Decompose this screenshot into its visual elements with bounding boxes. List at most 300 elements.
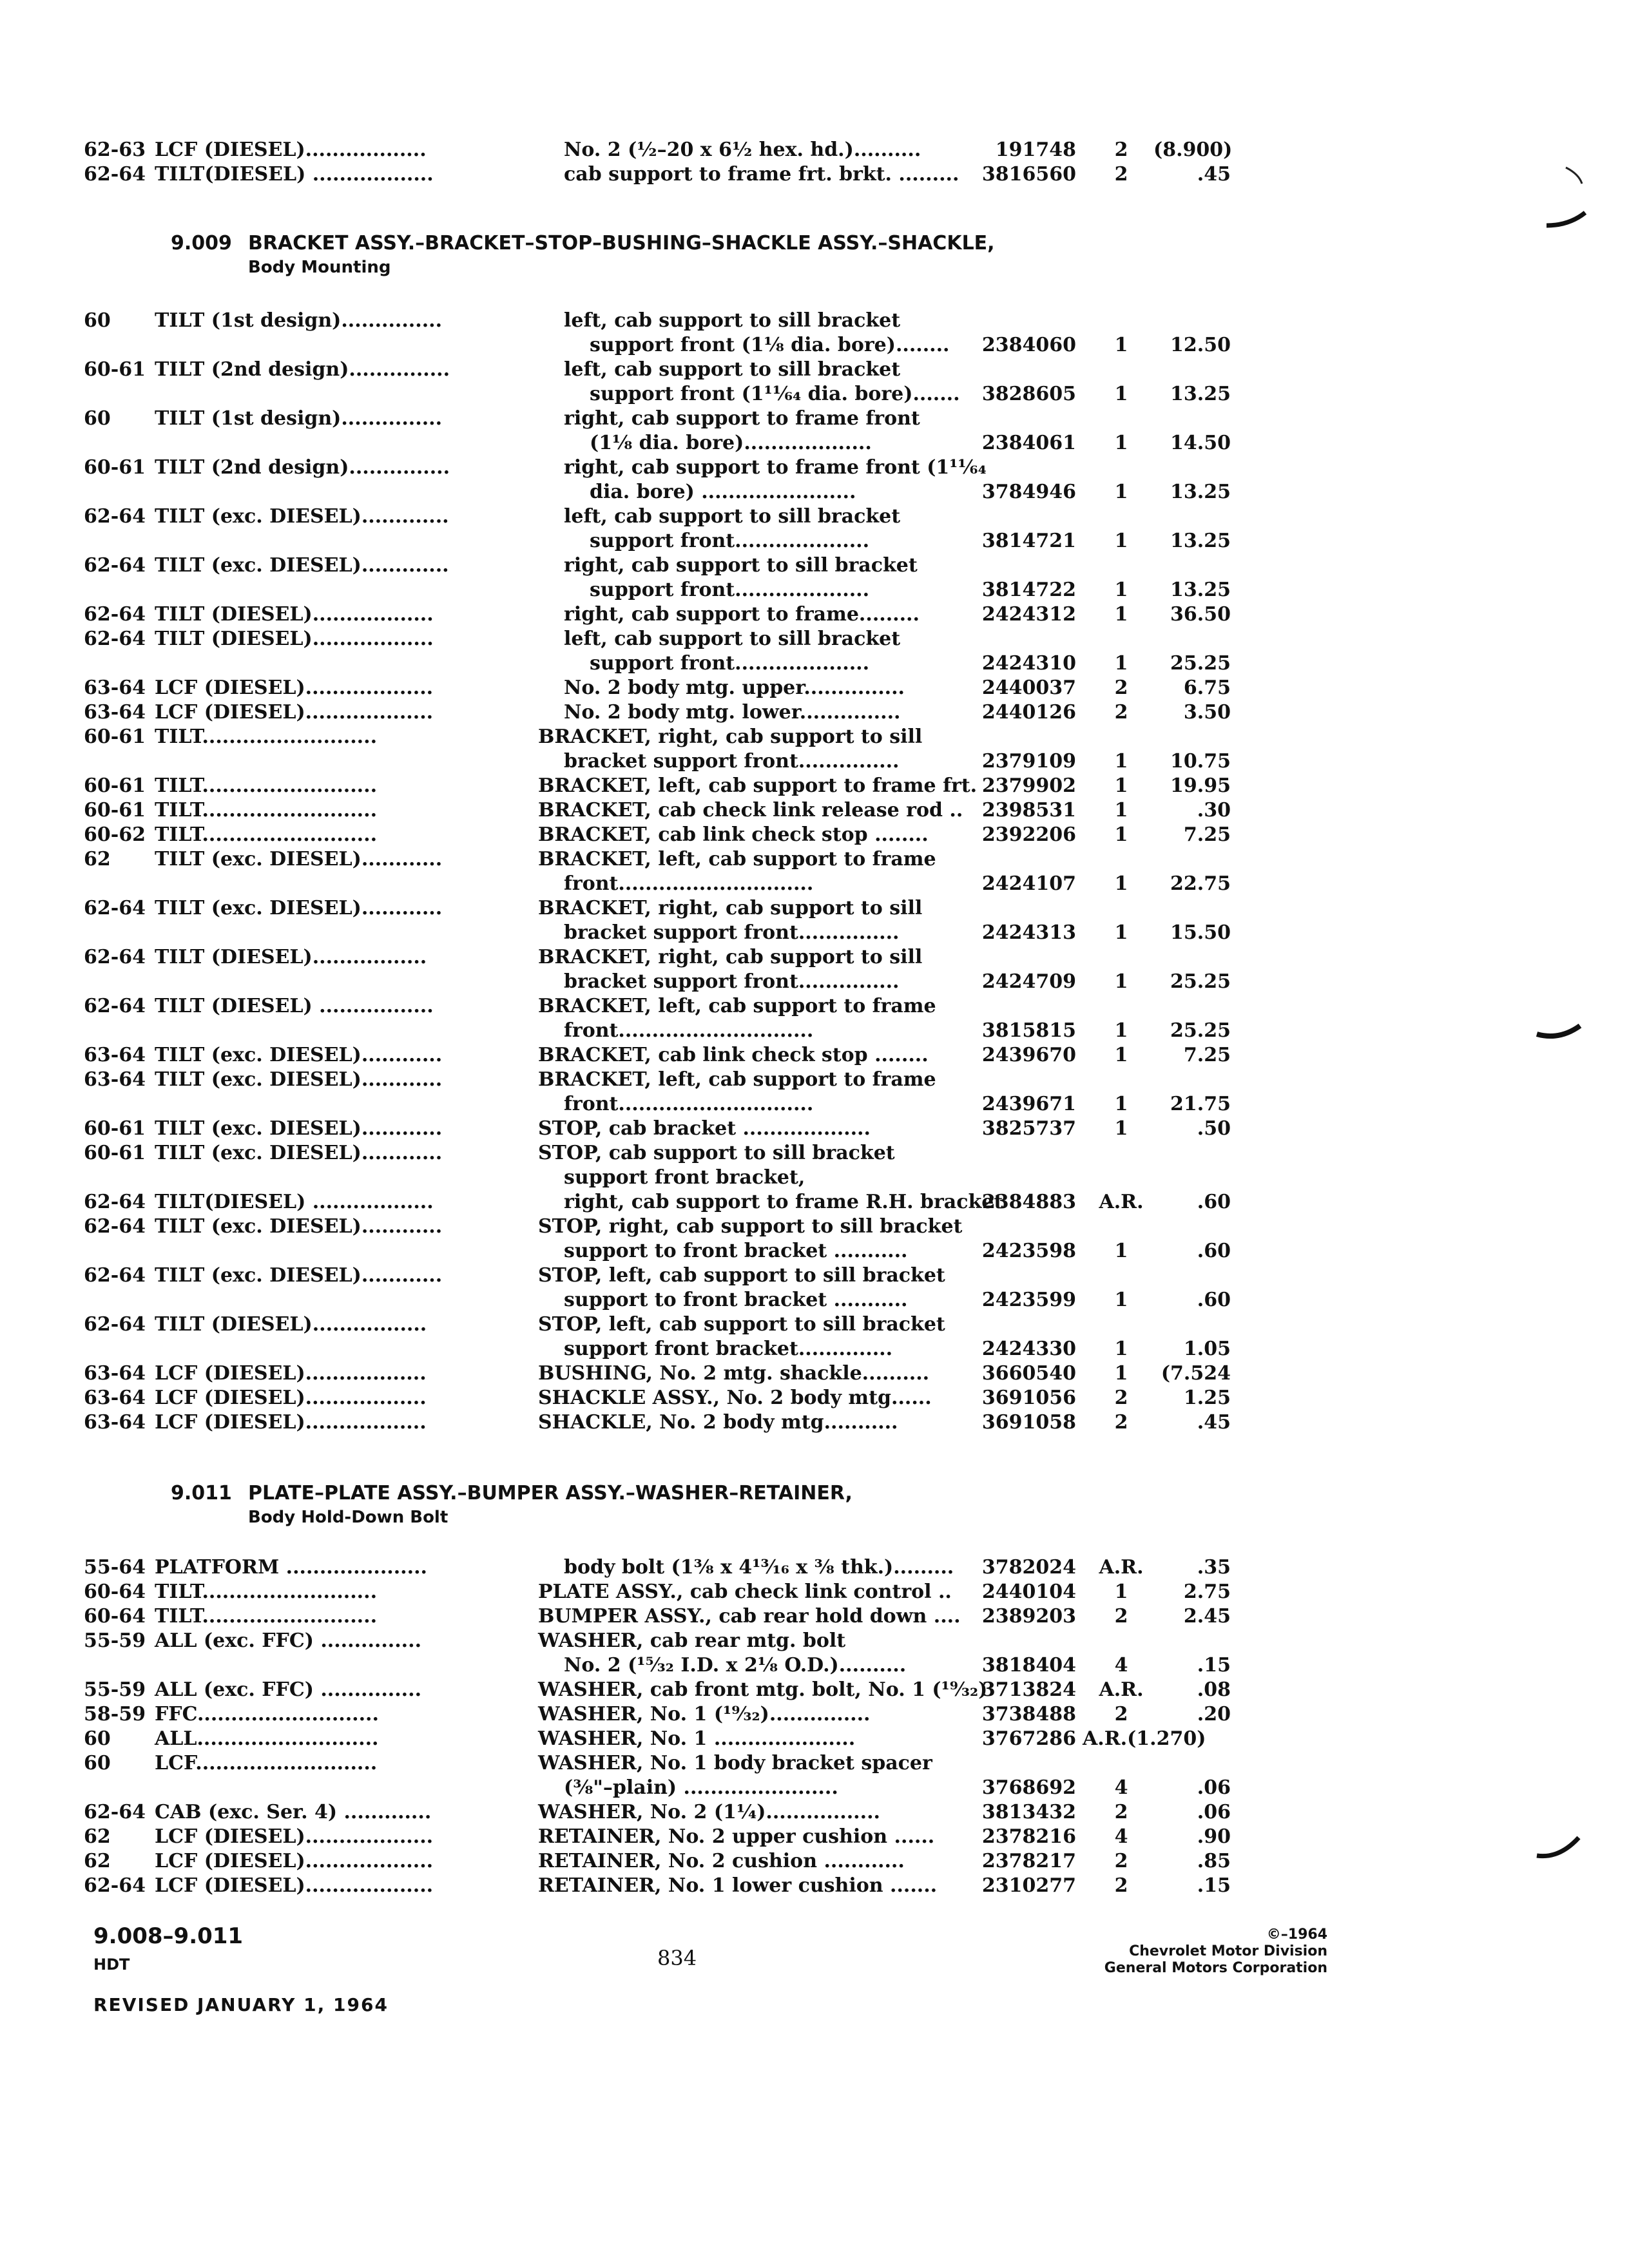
description: left, cab support to sill bracket (564, 628, 901, 650)
year-range: 62-64 (84, 1313, 146, 1336)
price: .35 (1197, 1556, 1231, 1579)
part-number: 2424330 (981, 1338, 1076, 1360)
model: LCF (DIESEL).................. (155, 1387, 427, 1409)
description: BUMPER ASSY., cab rear hold down .... (538, 1605, 961, 1628)
description-continued: support front bracket, (564, 1166, 805, 1189)
part-number: 2392206 (981, 823, 1076, 846)
year-range: 62-64 (84, 897, 146, 919)
model: TILT (exc. DIESEL)............ (155, 1215, 443, 1238)
description: BRACKET, left, cab support to frame (538, 848, 936, 870)
year-range: 58-59 (84, 1703, 146, 1725)
description: STOP, left, cab support to sill bracket (538, 1313, 945, 1336)
part-number: 2439671 (981, 1093, 1076, 1115)
price: .08 (1197, 1678, 1231, 1701)
table-row (0, 407, 1629, 456)
part-number: 191748 (995, 139, 1076, 161)
table-row (0, 1068, 1629, 1117)
footer-publisher (1031, 1927, 1327, 1977)
model: TILT.......................... (155, 1605, 378, 1628)
description: BRACKET, right, cab support to sill (538, 897, 923, 919)
quantity: A.R. (1099, 1556, 1144, 1579)
year-range: 60-61 (84, 799, 146, 822)
quantity: 1 (1114, 432, 1128, 454)
description-continued: support to front bracket ........... (564, 1240, 908, 1262)
table-row (0, 1850, 1629, 1874)
price: 22.75 (1170, 872, 1231, 895)
part-number: 3818404 (981, 1654, 1076, 1677)
price: 13.25 (1170, 481, 1231, 503)
model: TILT (exc. DIESEL)............ (155, 897, 443, 919)
part-number: 2398531 (981, 799, 1076, 822)
model: TILT (2nd design)............... (155, 358, 450, 381)
description-continued: dia. bore) ....................... (590, 481, 856, 503)
part-number: 2378216 (981, 1825, 1076, 1848)
model: TILT (2nd design)............... (155, 456, 450, 479)
description: right, cab support to frame front (1¹¹⁄₆₄ (564, 456, 987, 479)
description: No. 2 body mtg. lower............... (564, 701, 901, 724)
quantity: 1 (1114, 579, 1128, 601)
description: BRACKET, left, cab support to frame (538, 1068, 936, 1091)
part-number: 3660540 (981, 1362, 1076, 1385)
price: 12.50 (1170, 334, 1231, 356)
description: BRACKET, left, cab support to frame (538, 995, 936, 1017)
section-title (171, 232, 995, 255)
year-range: 60-61 (84, 726, 146, 748)
year-range: 63-64 (84, 677, 146, 699)
price: 13.25 (1170, 579, 1231, 601)
price: .45 (1197, 1411, 1231, 1434)
quantity: 1 (1114, 823, 1128, 846)
binding-hole-mark (1534, 1018, 1585, 1050)
year-range: 60-64 (84, 1605, 146, 1628)
price: 13.25 (1170, 530, 1231, 552)
price: 2.45 (1183, 1605, 1231, 1628)
model: TILT (DIESEL)................. (155, 1313, 427, 1336)
description: WASHER, No. 1 (¹⁹⁄₃₂)............... (538, 1703, 871, 1725)
model: TILT.......................... (155, 823, 378, 846)
description-continued: bracket support front............... (564, 750, 900, 773)
price: .90 (1197, 1825, 1231, 1848)
section-subtitle: Body Hold-Down Bolt (248, 1508, 448, 1527)
price: .85 (1197, 1850, 1231, 1872)
table-row (0, 456, 1629, 505)
year-range: 62-64 (84, 163, 146, 186)
table-row (0, 1142, 1629, 1191)
table-row (0, 1313, 1629, 1362)
price: 6.75 (1183, 677, 1231, 699)
part-number: 2423599 (981, 1289, 1076, 1311)
part-number: 2424313 (981, 921, 1076, 944)
year-range: 60 (84, 1752, 111, 1774)
model: LCF (DIESEL).................. (155, 1362, 427, 1385)
quantity: 1 (1114, 334, 1128, 356)
model: TILT (exc. DIESEL)............ (155, 1117, 443, 1140)
model: LCF (DIESEL)................... (155, 701, 434, 724)
table-row (0, 309, 1629, 358)
model: LCF (DIESEL)................... (155, 1874, 434, 1897)
model: FFC........................... (155, 1703, 379, 1725)
table-row (0, 358, 1629, 407)
footer-section-range: 9.008–9.011 (93, 1923, 244, 1949)
description: STOP, right, cab support to sill bracket (538, 1215, 963, 1238)
section-title (171, 1482, 853, 1504)
quantity: 1 (1114, 750, 1128, 773)
part-number: 3691058 (981, 1411, 1076, 1434)
binding-hole-mark (1540, 161, 1592, 238)
price: .06 (1197, 1776, 1231, 1799)
price: 25.25 (1170, 652, 1231, 675)
model: CAB (exc. Ser. 4) ............. (155, 1801, 432, 1823)
quantity: 1 (1114, 1117, 1128, 1140)
table-row (0, 1044, 1629, 1068)
quantity: 1 (1114, 921, 1128, 944)
model: TILT(DIESEL) .................. (155, 1191, 434, 1213)
price: 1.05 (1183, 1338, 1231, 1360)
footer-code: HDT (93, 1956, 130, 1974)
year-range: 62 (84, 1825, 111, 1848)
model: TILT (DIESEL).................. (155, 628, 434, 650)
description: WASHER, No. 2 (1¼)................. (538, 1801, 880, 1823)
quantity: 1 (1114, 603, 1128, 626)
description: SHACKLE, No. 2 body mtg........... (538, 1411, 898, 1434)
description-continued: bracket support front............... (564, 921, 900, 944)
quantity: A.R.(1.270) (1083, 1727, 1206, 1750)
table-row (0, 139, 1629, 163)
part-number: 2384060 (981, 334, 1076, 356)
model: TILT (exc. DIESEL)............ (155, 1068, 443, 1091)
model: TILT (1st design)............... (155, 309, 443, 332)
section-title-text: BRACKET ASSY.–BRACKET–STOP–BUSHING–SHACKLE ASSY.–SHACKLE, (248, 232, 995, 255)
year-range: 60-61 (84, 1117, 146, 1140)
price: .60 (1197, 1289, 1231, 1311)
part-number: 3691056 (981, 1387, 1076, 1409)
table-row (0, 1387, 1629, 1411)
table-row (0, 1703, 1629, 1727)
year-range: 62-64 (84, 1264, 146, 1287)
year-range: 63-64 (84, 1411, 146, 1434)
model: TILT (exc. DIESEL)............ (155, 1142, 443, 1164)
price: 13.25 (1170, 383, 1231, 405)
table-row (0, 946, 1629, 995)
part-number: 3713824 (981, 1678, 1076, 1701)
quantity: 1 (1114, 1240, 1128, 1262)
model: LCF (DIESEL)................... (155, 1825, 434, 1848)
price: .60 (1197, 1191, 1231, 1213)
price: 3.50 (1183, 701, 1231, 724)
description-continued: (⅜"–plain) ....................... (564, 1776, 838, 1799)
quantity: 1 (1114, 1093, 1128, 1115)
price: 21.75 (1170, 1093, 1231, 1115)
year-range: 63-64 (84, 1068, 146, 1091)
table-row (0, 1362, 1629, 1387)
description-continued: No. 2 (¹⁵⁄₃₂ I.D. x 2⅛ O.D.).......... (564, 1654, 907, 1677)
model: TILT (exc. DIESEL)............ (155, 1264, 443, 1287)
quantity: 2 (1114, 1850, 1128, 1872)
price: .15 (1197, 1654, 1231, 1677)
price: .60 (1197, 1240, 1231, 1262)
part-number: 3784946 (981, 481, 1076, 503)
table-row (0, 554, 1629, 603)
table-row (0, 995, 1629, 1044)
description: WASHER, No. 1 body bracket spacer (538, 1752, 932, 1774)
model: ALL (exc. FFC) ............... (155, 1678, 422, 1701)
quantity: A.R. (1099, 1191, 1144, 1213)
price: 7.25 (1183, 823, 1231, 846)
quantity: 2 (1114, 139, 1128, 161)
year-range: 63-64 (84, 701, 146, 724)
description-continued: support to front bracket ........... (564, 1289, 908, 1311)
table-row (0, 1264, 1629, 1313)
part-number: 2379902 (981, 774, 1076, 797)
table-row (0, 1629, 1629, 1678)
table-row (0, 1117, 1629, 1142)
page-number: 834 (657, 1946, 697, 1970)
year-range: 62 (84, 848, 111, 870)
year-range: 62-64 (84, 628, 146, 650)
part-number: 2378217 (981, 1850, 1076, 1872)
description-continued: front............................. (564, 1093, 814, 1115)
section-number: 9.011 (171, 1482, 232, 1504)
quantity: 1 (1114, 1019, 1128, 1042)
description: BRACKET, right, cab support to sill (538, 946, 923, 968)
part-number: 2439670 (981, 1044, 1076, 1066)
part-number: 2389203 (981, 1605, 1076, 1628)
table-row (0, 1191, 1629, 1215)
price: (7.524 (1161, 1362, 1231, 1385)
copyright-text: ©–1964 (1266, 1927, 1327, 1943)
year-range: 62-64 (84, 1215, 146, 1238)
table-row (0, 163, 1629, 187)
description: left, cab support to sill bracket (564, 309, 901, 332)
model: ALL (exc. FFC) ............... (155, 1629, 422, 1652)
table-row (0, 1411, 1629, 1436)
part-number: 2440037 (981, 677, 1076, 699)
price: 2.75 (1183, 1581, 1231, 1603)
quantity: 2 (1114, 1387, 1128, 1409)
table-row (0, 726, 1629, 774)
description-continued: front............................. (564, 872, 814, 895)
description-continued: support front (1¹¹⁄₆₄ dia. bore)....... (590, 383, 960, 405)
description: No. 2 (½–20 x 6½ hex. hd.).......... (564, 139, 921, 161)
table-row (0, 1678, 1629, 1703)
description: STOP, cab bracket ................... (538, 1117, 871, 1140)
year-range: 55-59 (84, 1629, 146, 1652)
quantity: 1 (1114, 1581, 1128, 1603)
model: LCF........................... (155, 1752, 378, 1774)
year-range: 60 (84, 1727, 111, 1750)
table-row (0, 897, 1629, 946)
year-range: 60-61 (84, 774, 146, 797)
price: 14.50 (1170, 432, 1231, 454)
table-row (0, 1581, 1629, 1605)
year-range: 55-64 (84, 1556, 146, 1579)
part-number: 3814721 (981, 530, 1076, 552)
quantity: 4 (1114, 1776, 1128, 1799)
part-number: 3813432 (981, 1801, 1076, 1823)
table-row (0, 505, 1629, 554)
part-number: 3814722 (981, 579, 1076, 601)
part-number: 3767286 (981, 1727, 1076, 1750)
description: RETAINER, No. 2 cushion ............ (538, 1850, 905, 1872)
corporation-text: General Motors Corporation (1104, 1960, 1327, 1976)
quantity: 4 (1114, 1654, 1128, 1677)
year-range: 62-64 (84, 505, 146, 528)
quantity: 1 (1114, 383, 1128, 405)
quantity: 1 (1114, 1338, 1128, 1360)
year-range: 62-64 (84, 995, 146, 1017)
quantity: 1 (1114, 481, 1128, 503)
year-range: 62-64 (84, 603, 146, 626)
part-number: 2440126 (981, 701, 1076, 724)
part-number: 3825737 (981, 1117, 1076, 1140)
model: TILT.......................... (155, 1581, 378, 1603)
part-number: 2424709 (981, 970, 1076, 993)
table-row (0, 1727, 1629, 1752)
quantity: 1 (1114, 1362, 1128, 1385)
table-row (0, 1215, 1629, 1264)
year-range: 62 (84, 1850, 111, 1872)
quantity: 1 (1114, 1044, 1128, 1066)
description: STOP, cab support to sill bracket (538, 1142, 895, 1164)
table-row (0, 799, 1629, 823)
part-number: 3815815 (981, 1019, 1076, 1042)
price: .30 (1197, 799, 1231, 822)
price: .20 (1197, 1703, 1231, 1725)
quantity: 1 (1114, 774, 1128, 797)
description: PLATE ASSY., cab check link control .. (538, 1581, 952, 1603)
model: TILT (exc. DIESEL)............ (155, 1044, 443, 1066)
part-number: 2379109 (981, 750, 1076, 773)
description: right, cab support to frame R.H. bracket (564, 1191, 1003, 1213)
model: TILT (DIESEL) ................. (155, 995, 434, 1017)
description: BUSHING, No. 2 mtg. shackle.......... (538, 1362, 930, 1385)
model: ALL........................... (155, 1727, 379, 1750)
description: RETAINER, No. 2 upper cushion ...... (538, 1825, 935, 1848)
model: TILT (DIESEL)................. (155, 946, 427, 968)
description: SHACKLE ASSY., No. 2 body mtg...... (538, 1387, 932, 1409)
description: right, cab support to frame front (564, 407, 920, 430)
description: BRACKET, cab link check stop ........ (538, 823, 929, 846)
quantity: 1 (1114, 652, 1128, 675)
quantity: A.R. (1099, 1678, 1144, 1701)
table-row (0, 1752, 1629, 1801)
description: BRACKET, cab check link release rod .. (538, 799, 963, 822)
description: WASHER, No. 1 ..................... (538, 1727, 856, 1750)
table-row (0, 677, 1629, 701)
description-continued: support front.................... (590, 579, 870, 601)
quantity: 1 (1114, 530, 1128, 552)
price: 7.25 (1183, 1044, 1231, 1066)
part-number: 2384061 (981, 432, 1076, 454)
year-range: 62-64 (84, 1801, 146, 1823)
year-range: 63-64 (84, 1387, 146, 1409)
table-row (0, 701, 1629, 726)
year-range: 60-64 (84, 1581, 146, 1603)
price: 1.25 (1183, 1387, 1231, 1409)
part-number: 2423598 (981, 1240, 1076, 1262)
year-range: 63-64 (84, 1362, 146, 1385)
model: LCF (DIESEL).................. (155, 1411, 427, 1434)
price: .06 (1197, 1801, 1231, 1823)
table-row (0, 628, 1629, 677)
description-continued: support front.................... (590, 652, 870, 675)
table-row (0, 1556, 1629, 1581)
year-range: 62-64 (84, 554, 146, 577)
section-subtitle: Body Mounting (248, 258, 391, 277)
year-range: 60-62 (84, 823, 146, 846)
description: right, cab support to sill bracket (564, 554, 918, 577)
quantity: 2 (1114, 1874, 1128, 1897)
year-range: 62-63 (84, 139, 146, 161)
part-number: 3828605 (981, 383, 1076, 405)
quantity: 1 (1114, 970, 1128, 993)
price: 25.25 (1170, 970, 1231, 993)
quantity: 1 (1114, 872, 1128, 895)
part-number: 2424107 (981, 872, 1076, 895)
year-range: 55-59 (84, 1678, 146, 1701)
description: No. 2 body mtg. upper............... (564, 677, 905, 699)
description: BRACKET, left, cab support to frame frt. (538, 774, 978, 797)
model: TILT.......................... (155, 799, 378, 822)
year-range: 60-61 (84, 358, 146, 381)
model: PLATFORM ..................... (155, 1556, 427, 1579)
quantity: 1 (1114, 1289, 1128, 1311)
price: .15 (1197, 1874, 1231, 1897)
description: BRACKET, cab link check stop ........ (538, 1044, 929, 1066)
description-continued: support front.................... (590, 530, 870, 552)
part-number: 3816560 (981, 163, 1076, 186)
model: LCF (DIESEL)................... (155, 1850, 434, 1872)
year-range: 62-64 (84, 1191, 146, 1213)
price: .50 (1197, 1117, 1231, 1140)
year-range: 60 (84, 309, 111, 332)
quantity: 2 (1114, 1605, 1128, 1628)
description: right, cab support to frame......... (564, 603, 920, 626)
description-continued: bracket support front............... (564, 970, 900, 993)
description: body bolt (1⅜ x 4¹³⁄₁₆ x ⅜ thk.)......... (564, 1556, 954, 1579)
section-number: 9.009 (171, 232, 232, 255)
year-range: 60 (84, 407, 111, 430)
model: TILT(DIESEL) .................. (155, 163, 434, 186)
price: 25.25 (1170, 1019, 1231, 1042)
table-row (0, 823, 1629, 848)
description-continued: support front (1⅛ dia. bore)........ (590, 334, 950, 356)
part-number: 3738488 (981, 1703, 1076, 1725)
model: TILT (DIESEL).................. (155, 603, 434, 626)
description-continued: front............................. (564, 1019, 814, 1042)
model: LCF (DIESEL).................. (155, 139, 427, 161)
price: 15.50 (1170, 921, 1231, 944)
model: TILT (exc. DIESEL)............. (155, 554, 449, 577)
quantity: 2 (1114, 701, 1128, 724)
description: STOP, left, cab support to sill bracket (538, 1264, 945, 1287)
part-number: 2384883 (981, 1191, 1076, 1213)
part-number: 2424312 (981, 603, 1076, 626)
quantity: 2 (1114, 1801, 1128, 1823)
quantity: 2 (1114, 1411, 1128, 1434)
description: WASHER, cab rear mtg. bolt (538, 1629, 846, 1652)
year-range: 62-64 (84, 1874, 146, 1897)
description-continued: (1⅛ dia. bore)................... (590, 432, 872, 454)
part-number: 2424310 (981, 652, 1076, 675)
year-range: 63-64 (84, 1044, 146, 1066)
price: .45 (1197, 163, 1231, 186)
model: TILT (1st design)............... (155, 407, 443, 430)
revised-date: REVISED JANUARY 1, 1964 (93, 1994, 389, 2015)
year-range: 60-61 (84, 456, 146, 479)
part-number: 2310277 (981, 1874, 1076, 1897)
quantity: 2 (1114, 1703, 1128, 1725)
